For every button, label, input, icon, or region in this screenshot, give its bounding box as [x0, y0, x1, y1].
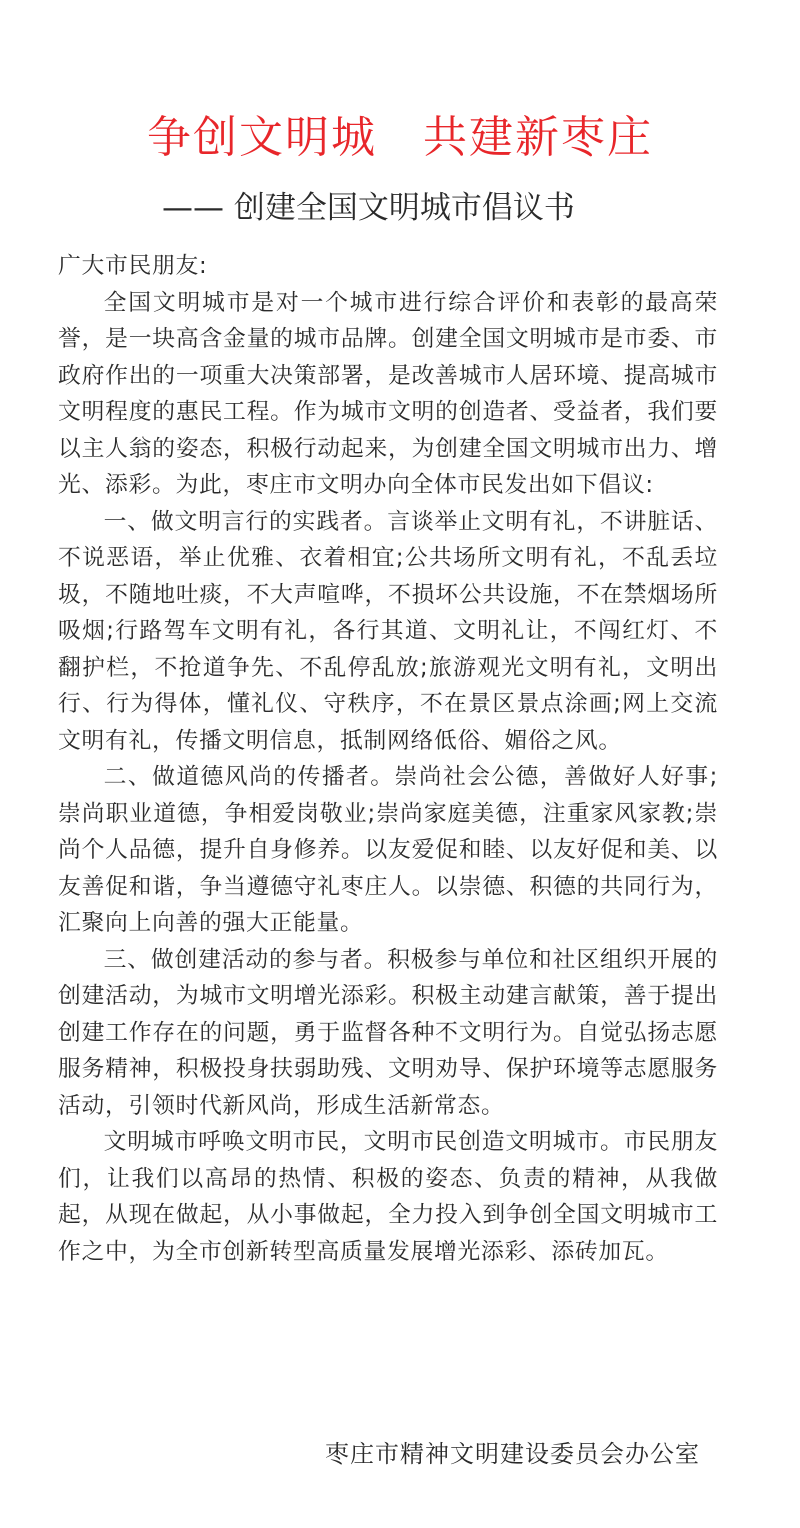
document-body [58, 248, 718, 1270]
paragraph-proposal-2: 二、做道德风尚的传播者。崇尚社会公德，善做好人好事;崇尚职业道德，争相爱岗敬业;崇尚家庭美德，注重家风家教;崇尚个人品德，提升自身修养。以友爱促和睦、以友好促和美、以友善促和谐，争当遵德守礼枣庄人。以崇德、积德的共同行为，汇聚向上向善的强大正能量。 [58, 764, 718, 936]
document-title: 争创文明城 共建新枣庄 [147, 112, 653, 163]
paragraph-proposal-3: 三、做创建活动的参与者。积极参与单位和社区组织开展的创建活动，为城市文明增光添彩。积极主动建言献策，善于提出创建工作存在的问题，勇于监督各种不文明行为。自觉弘扬志愿服务精神，积极投身扶弱助残、文明劝导、保护环境等志愿服务活动，引领时代新风尚，形成生活新常态。 [58, 946, 718, 1119]
paragraph-intro: 全国文明城市是对一个城市进行综合评价和表彰的最高荣誉，是一块高含金量的城市品牌。创建全国文明城市是市委、市政府作出的一项重大决策部署，是改善城市人居环境、提高城市文明程度的惠民工程。作为城市文明的创造者、受益者，我们要以主人翁的姿态，积极行动起来，为创建全国文明城市出力、增光、添彩。为此，枣庄市文明办向全体市民发出如下倡议: [58, 289, 718, 498]
document-subtitle: —— 创建全国文明城市倡议书 [162, 190, 575, 226]
signature: 枣庄市精神文明建设委员会办公室 [325, 1440, 700, 1468]
salutation: 广大市民朋友: [58, 253, 208, 279]
paragraph-proposal-1: 一、做文明言行的实践者。言谈举止文明有礼，不讲脏话、不说恶语，举止优雅、衣着相宜;公共场所文明有礼，不乱丢垃圾，不随地吐痰，不大声喧哗，不损坏公共设施，不在禁烟场所吸烟;行路驾车文明有礼，各行其道、文明礼让，不闯红灯、不翻护栏，不抢道争先、不乱停乱放;旅游观光文明有礼，文明出行、行为得体，懂礼仪、守秩序，不在景区景点涂画;网上交流文明有礼，传播文明信息，抵制网络低俗、媚俗之风。 [58, 508, 718, 754]
paragraph-closing: 文明城市呼唤文明市民，文明市民创造文明城市。市民朋友们，让我们以高昂的热情、积极的姿态、负责的精神，从我做起，从现在做起，从小事做起，全力投入到争创全国文明城市工作之中，为全市创新转型高质量发展增光添彩、添砖加瓦。 [58, 1129, 718, 1265]
